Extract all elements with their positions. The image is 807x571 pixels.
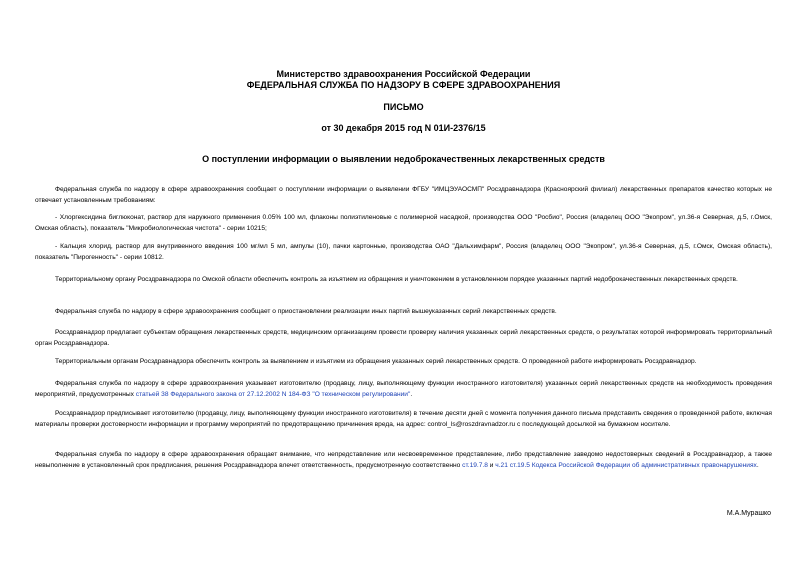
signature: М.А.Мурашко [726,510,771,517]
doc-date-number: от 30 декабря 2015 год N 01И-2376/15 [321,123,486,133]
doc-subject: О поступлении информации о выявлении недоброкачественных лекарственных средств [202,154,605,164]
paragraph-intro: Федеральная служба по надзору в сфере здравоохранения сообщает о поступлении информации о выявлении ФГБУ "ИМЦЭУАОСМП" Росздравнадзора (Красноярский филиал) лекарственных препаратов качество которых не отвечает установленным требованиям: [35,186,772,204]
koap-article-19-5-link[interactable]: ч.21 ст.19.5 Кодекса Российской Федерации об административных правонарушениях [495,462,757,469]
doc-type-heading: ПИСЬМО [383,102,424,112]
paragraph-suspension: Федеральная служба по надзору в сфере здравоохранения сообщает о приостановлении реализации иных партий вышеуказанных серий лекарственных средств. [55,308,557,315]
koap-article-19-7-8-link[interactable]: ст.19.7.8 [462,462,488,469]
law-184-fz-link[interactable]: статьей 38 Федерального закона от 27.12.2002 N 184-ФЗ "О техническом регулировании" [135,391,411,398]
paragraph-item-chlorhexidine: - Хлоргексидина биглюконат, раствор для наружного применения 0.05% 100 мл, флаконы полиэтиленовые с полимерной насадкой, производства ООО "Росбио", Россия (владелец ООО "Экопром", ул.36-я Северная, д.5, г.Омск, Омская область), показатель "Микробиологическая чистота" - серии 10215; [35,214,772,232]
text-fragment: и [487,462,496,469]
service-title: ФЕДЕРАЛЬНАЯ СЛУЖБА ПО НАДЗОРУ В СФЕРЕ ЗДРАВООХРАНЕНИЯ [246,80,561,90]
ministry-title: Министерство здравоохранения Российской Федерации [276,69,531,79]
paragraph-liability [35,449,772,471]
text-fragment: Федеральная служба по надзору в сфере здравоохранения обращает внимание, что непредставление или несвоевременное представление, либо представление заведомо недостоверных сведений в Росздравнадзор, а также невыполнение в установленный срок предписания, решения Росздравнадзора влечет ответственность, предусмотренную соответственно [35,451,772,469]
paragraph-territorial-control: Территориальным органам Росздравнадзора обеспечить контроль за выявлением и изъятием из обращения указанных серий лекарственных средств. О проведенной работе информировать Росздравнадзор. [55,358,697,365]
paragraph-manufacturer-measures [35,378,772,400]
paragraph-omsk-control: Территориальному органу Росздравнадзора по Омской области обеспечить контроль за изъятием из обращения и уничтожением в установленном порядке указанных партий недоброкачественных лекарственных средств. [55,276,738,283]
text-fragment: . [410,391,413,398]
text-fragment: . [756,462,759,469]
text-fragment: Федеральная служба по надзору в сфере здравоохранения указывает изготовителю (продавцу, лицу, выполняющему функции иностранного изготовителя) указанных серий лекарственных средств на необходимость проведения мероприятий, предусмотренных [35,380,772,398]
paragraph-item-calcium-chloride: - Кальция хлорид, раствор для внутривенного введения 100 мг/мл 5 мл, ампулы (10), пачки картонные, производства ОАО "Дальхимфарм", Россия (владелец ООО "Экопром", ул.36-я Северная, д.5, г.Омск, Омская область), показатель "Пирогенность" - серии 10812. [35,243,772,261]
paragraph-prescription: Росздравнадзор предписывает изготовителю (продавцу, лицу, выполняющему функции иностранного изготовителя) в течение десяти дней с момента получения данного письма представить сведения о проведенной работе, включая материалы проверки достоверности информации и программу мероприятий по предотвращению причинения вреда, на адрес: control_ls@roszdravnadzor.ru с последующей досылкой на бумажном носителе. [35,410,772,428]
paragraph-check-proposal: Росздравнадзор предлагает субъектам обращения лекарственных средств, медицинским организациям провести проверку наличия указанных серий лекарственных средств, о результатах которой информировать территориальный орган Росздравнадзора. [35,329,772,347]
